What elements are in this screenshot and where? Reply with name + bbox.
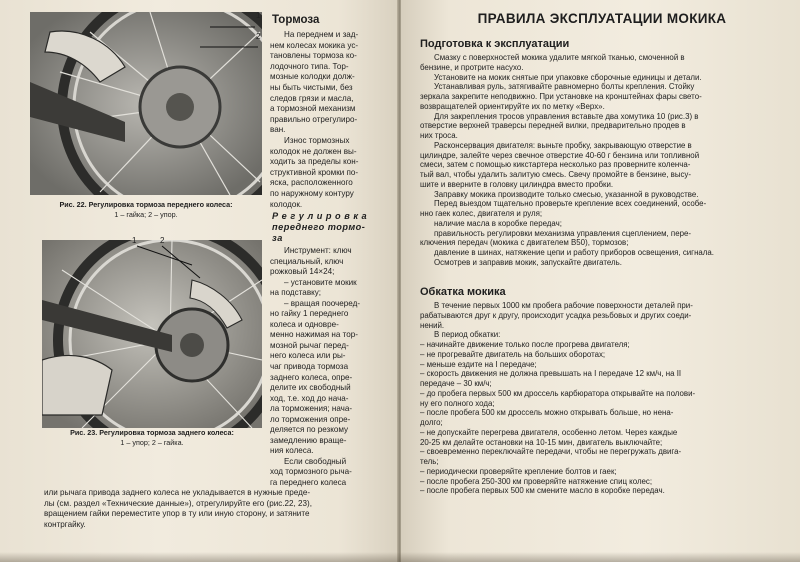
figure-22-callout-1: 1 <box>256 11 261 20</box>
prep-line: смеси, затем с помощью кикстартера несколько раз проверните коленча- <box>420 160 691 170</box>
front-line: рожковый 14×24; <box>270 267 335 277</box>
bottom-line: вращением гайки переместите упор в ту или иную сторону, и затяните <box>44 509 310 519</box>
prep-line: них троса. <box>420 131 458 140</box>
break-line: – периодически проверяйте крепление болтов и гаек; <box>420 466 617 476</box>
prep-line: Для закрепления тросов управления вставьте два хомутика 10 (рис.3) в <box>434 111 699 121</box>
front-brake-subheading <box>272 211 390 244</box>
front-line: колеса и одновре- <box>270 319 339 329</box>
brake-line: колодок не должен вы- <box>270 146 357 156</box>
brake-line: ходить за пределы кон- <box>270 157 359 167</box>
front-line: Если свободный <box>284 456 347 466</box>
break-line: – меньше ездите на I передаче; <box>420 359 537 369</box>
brake-line: нем колесах мокика ус- <box>270 40 359 50</box>
break-line: ну его полного хода; <box>420 398 495 408</box>
prep-line: Устанавливая руль, затягивайте равномерно болты крепления. Стойку <box>434 82 695 92</box>
figure-22-photo <box>30 12 262 195</box>
bottom-line: или рычага привода заднего колеса не укладывается в нужные преде- <box>44 488 311 497</box>
break-line: – не допускайте перегрева двигателя, особенно летом. Через каждые <box>420 427 678 437</box>
break-line: 20-25 км делайте остановки на 10-15 мин, двигатель выключайте; <box>420 437 663 447</box>
break-line: – не прогревайте двигатель на больших оборотах; <box>420 349 606 359</box>
prep-line: Осмотрев и заправив мокик, запускайте двигатель. <box>434 257 622 267</box>
page-title: ПРАВИЛА ЭКСПЛУАТАЦИИ МОКИКА <box>477 11 727 26</box>
figure-23-callout-2: 2 <box>160 236 165 245</box>
front-line: Инструмент: ключ <box>284 246 352 255</box>
front-line: чаг привода тормоза <box>270 362 349 372</box>
brake-line: а тормозной механизм <box>270 104 356 114</box>
bottom-line: контргайку. <box>44 519 86 529</box>
front-line: га переднего колеса <box>270 478 347 488</box>
front-line: ла торможения; нача- <box>270 404 353 414</box>
brake-line: по наружному контуру <box>270 188 354 198</box>
prep-line: цилиндре, залейте через свечное отверстие 40-60 г бензина или топливной <box>420 150 700 160</box>
brake-line: лодочного типа. Тор- <box>270 61 349 71</box>
prep-line: шите и вверните в головку цилиндра вместо пробки. <box>420 179 614 189</box>
prep-line: ключения передач (мокика с двигателем В50), тормозов; <box>420 238 629 248</box>
break-line: – после пробега 250-300 км проверяйте натяжение спиц колес; <box>420 476 653 486</box>
prep-line: Расконсервация двигателя: выньте пробку, закрывающую отверстие в <box>434 140 692 150</box>
brake-line: правильно отрегулиро- <box>270 114 358 124</box>
prep-heading: Подготовка к эксплуатации <box>420 38 570 50</box>
front-line: ло торможения опре- <box>270 414 351 424</box>
brake-adjust-continuation <box>44 488 390 530</box>
figure-23-caption-legend: 1 – упор; 2 – гайка. <box>120 437 184 447</box>
brake-line: яска, расположенного <box>270 178 353 188</box>
break-line: – скорость движения не должна превышать на I передаче 12 км/ч, на II <box>420 369 682 379</box>
brake-line: ны быть чистыми, без <box>270 82 353 92</box>
break-line: – своевременно переключайте передачи, чтобы не перегружать двига- <box>420 447 682 457</box>
figure-23-photo <box>42 240 262 428</box>
front-line: деляется по резкому <box>270 425 349 435</box>
brake-line: На переднем и зад- <box>284 30 359 39</box>
break-line: – начинайте движение только после прогрева двигателя; <box>420 340 630 349</box>
prep-line: наличие масла в коробке передач; <box>434 218 562 228</box>
brake-line: структивной кромки по- <box>270 167 359 177</box>
brake-text <box>270 30 388 210</box>
front-line: – установите мокик <box>284 277 357 287</box>
break-in-text <box>420 301 780 496</box>
break-line: передаче – 30 км/ч; <box>420 379 492 388</box>
prep-line: Заправку мокика производите только смесью, указанной в руководстве. <box>434 189 699 199</box>
front-line: ния колеса. <box>270 446 314 456</box>
prep-line: Смазку с поверхностей мокика удалите мягкой тканью, смоченной в <box>434 53 685 62</box>
front-sub-line: Р е г у л и р о в к а <box>272 211 368 221</box>
prep-line: бензине, и протрите насухо. <box>420 62 524 72</box>
prep-line: Перед выездом тщательно проверьте крепление всех соединений, особе- <box>434 199 707 209</box>
brake-line: колодок. <box>270 199 303 209</box>
bottom-line: лы (см. раздел «Технические данные»), отрегулируйте его (рис.22, 23), <box>44 498 312 508</box>
front-line: – вращая поочеред- <box>284 298 361 308</box>
figure-22-caption-title: Рис. 22. Регулировка тормоза переднего колеса: <box>59 200 233 209</box>
front-line: ход, т.е. ход до нача- <box>270 393 349 403</box>
figure-22-caption <box>30 200 262 219</box>
prep-line: зеркала закрепите неподвижно. При установке на кронштейнах фары свето- <box>420 92 702 101</box>
break-line: – после пробега 500 км дроссель можно открывать больше, но нена- <box>420 408 674 418</box>
front-sub-line: переднего тормо- <box>272 222 366 232</box>
prep-line: давление в шинах, натяжение цепи и работу приборов освещения, сигнала. <box>434 248 714 257</box>
figure-22-callout-2: 2 <box>256 32 261 41</box>
front-line: на подставку; <box>270 288 322 298</box>
front-sub-line: за <box>272 233 283 243</box>
prep-line: тый вал, чтобы удалить залитую смесь. Свечу промойте в бензине, высу- <box>420 170 692 179</box>
front-brake-text <box>270 246 388 489</box>
break-line: нений. <box>420 320 445 330</box>
front-line: менно нажимая на тор- <box>270 330 358 340</box>
brake-heading: Тормоза <box>272 14 320 26</box>
front-line: него колеса или ры- <box>270 351 346 361</box>
break-line: – до пробега первых 500 км дроссель карбюратора открывайте на полови- <box>420 388 696 398</box>
prep-line: правильность регулировки механизма управления сцеплением, пере- <box>434 228 691 238</box>
brake-line: Износ тормозных <box>284 135 350 145</box>
front-line: замедлению враще- <box>270 435 347 445</box>
prep-text <box>420 53 780 268</box>
brake-line: ван. <box>270 125 286 135</box>
brake-line: тановлены тормоза ко- <box>270 51 357 61</box>
left-page <box>0 0 398 562</box>
figure-23-caption-title: Рис. 23. Регулировка тормоза заднего колеса: <box>70 428 234 437</box>
break-line: В течение первых 1000 км пробега рабочие поверхности деталей при- <box>434 301 693 310</box>
break-line: долго; <box>420 418 443 427</box>
front-line: ход тормозного рыча- <box>270 467 352 477</box>
prep-line: нно гаек колес, двигателя и руля; <box>420 209 543 218</box>
front-line: заднего колеса, опре- <box>270 372 353 382</box>
page-bottom-shadow <box>0 552 800 562</box>
figure-22-caption-legend: 1 – гайка; 2 – упор. <box>114 209 178 219</box>
prep-line: отверстие верхней траверсы передней вилки, предварительно продев в <box>420 121 686 131</box>
break-line: В период обкатки: <box>434 330 501 340</box>
brake-line: мозные колодки долж- <box>270 72 355 82</box>
break-in-heading: Обкатка мокика <box>420 286 506 298</box>
front-line: делите их свободный <box>270 383 351 393</box>
front-line: но гайку 1 переднего <box>270 309 349 319</box>
break-line: – после пробега первых 500 км смените масло в коробке передач. <box>420 486 665 496</box>
break-line: тель; <box>420 457 439 466</box>
front-line: специальный, ключ <box>270 256 344 266</box>
figure-23-callout-1: 1 <box>132 236 137 245</box>
prep-line: возвращателей ориентируйте их по метку «Верх». <box>420 101 605 111</box>
brake-line: следов грязи и масла, <box>270 93 354 103</box>
break-line: рабатываются друг к другу, происходит усадка резьбовых и других соеди- <box>420 310 692 320</box>
figure-23-caption <box>42 428 262 447</box>
prep-line: Установите на мокик снятые при упаковке сборочные единицы и детали. <box>434 72 702 82</box>
front-line: мозной рычаг перед- <box>270 340 349 350</box>
